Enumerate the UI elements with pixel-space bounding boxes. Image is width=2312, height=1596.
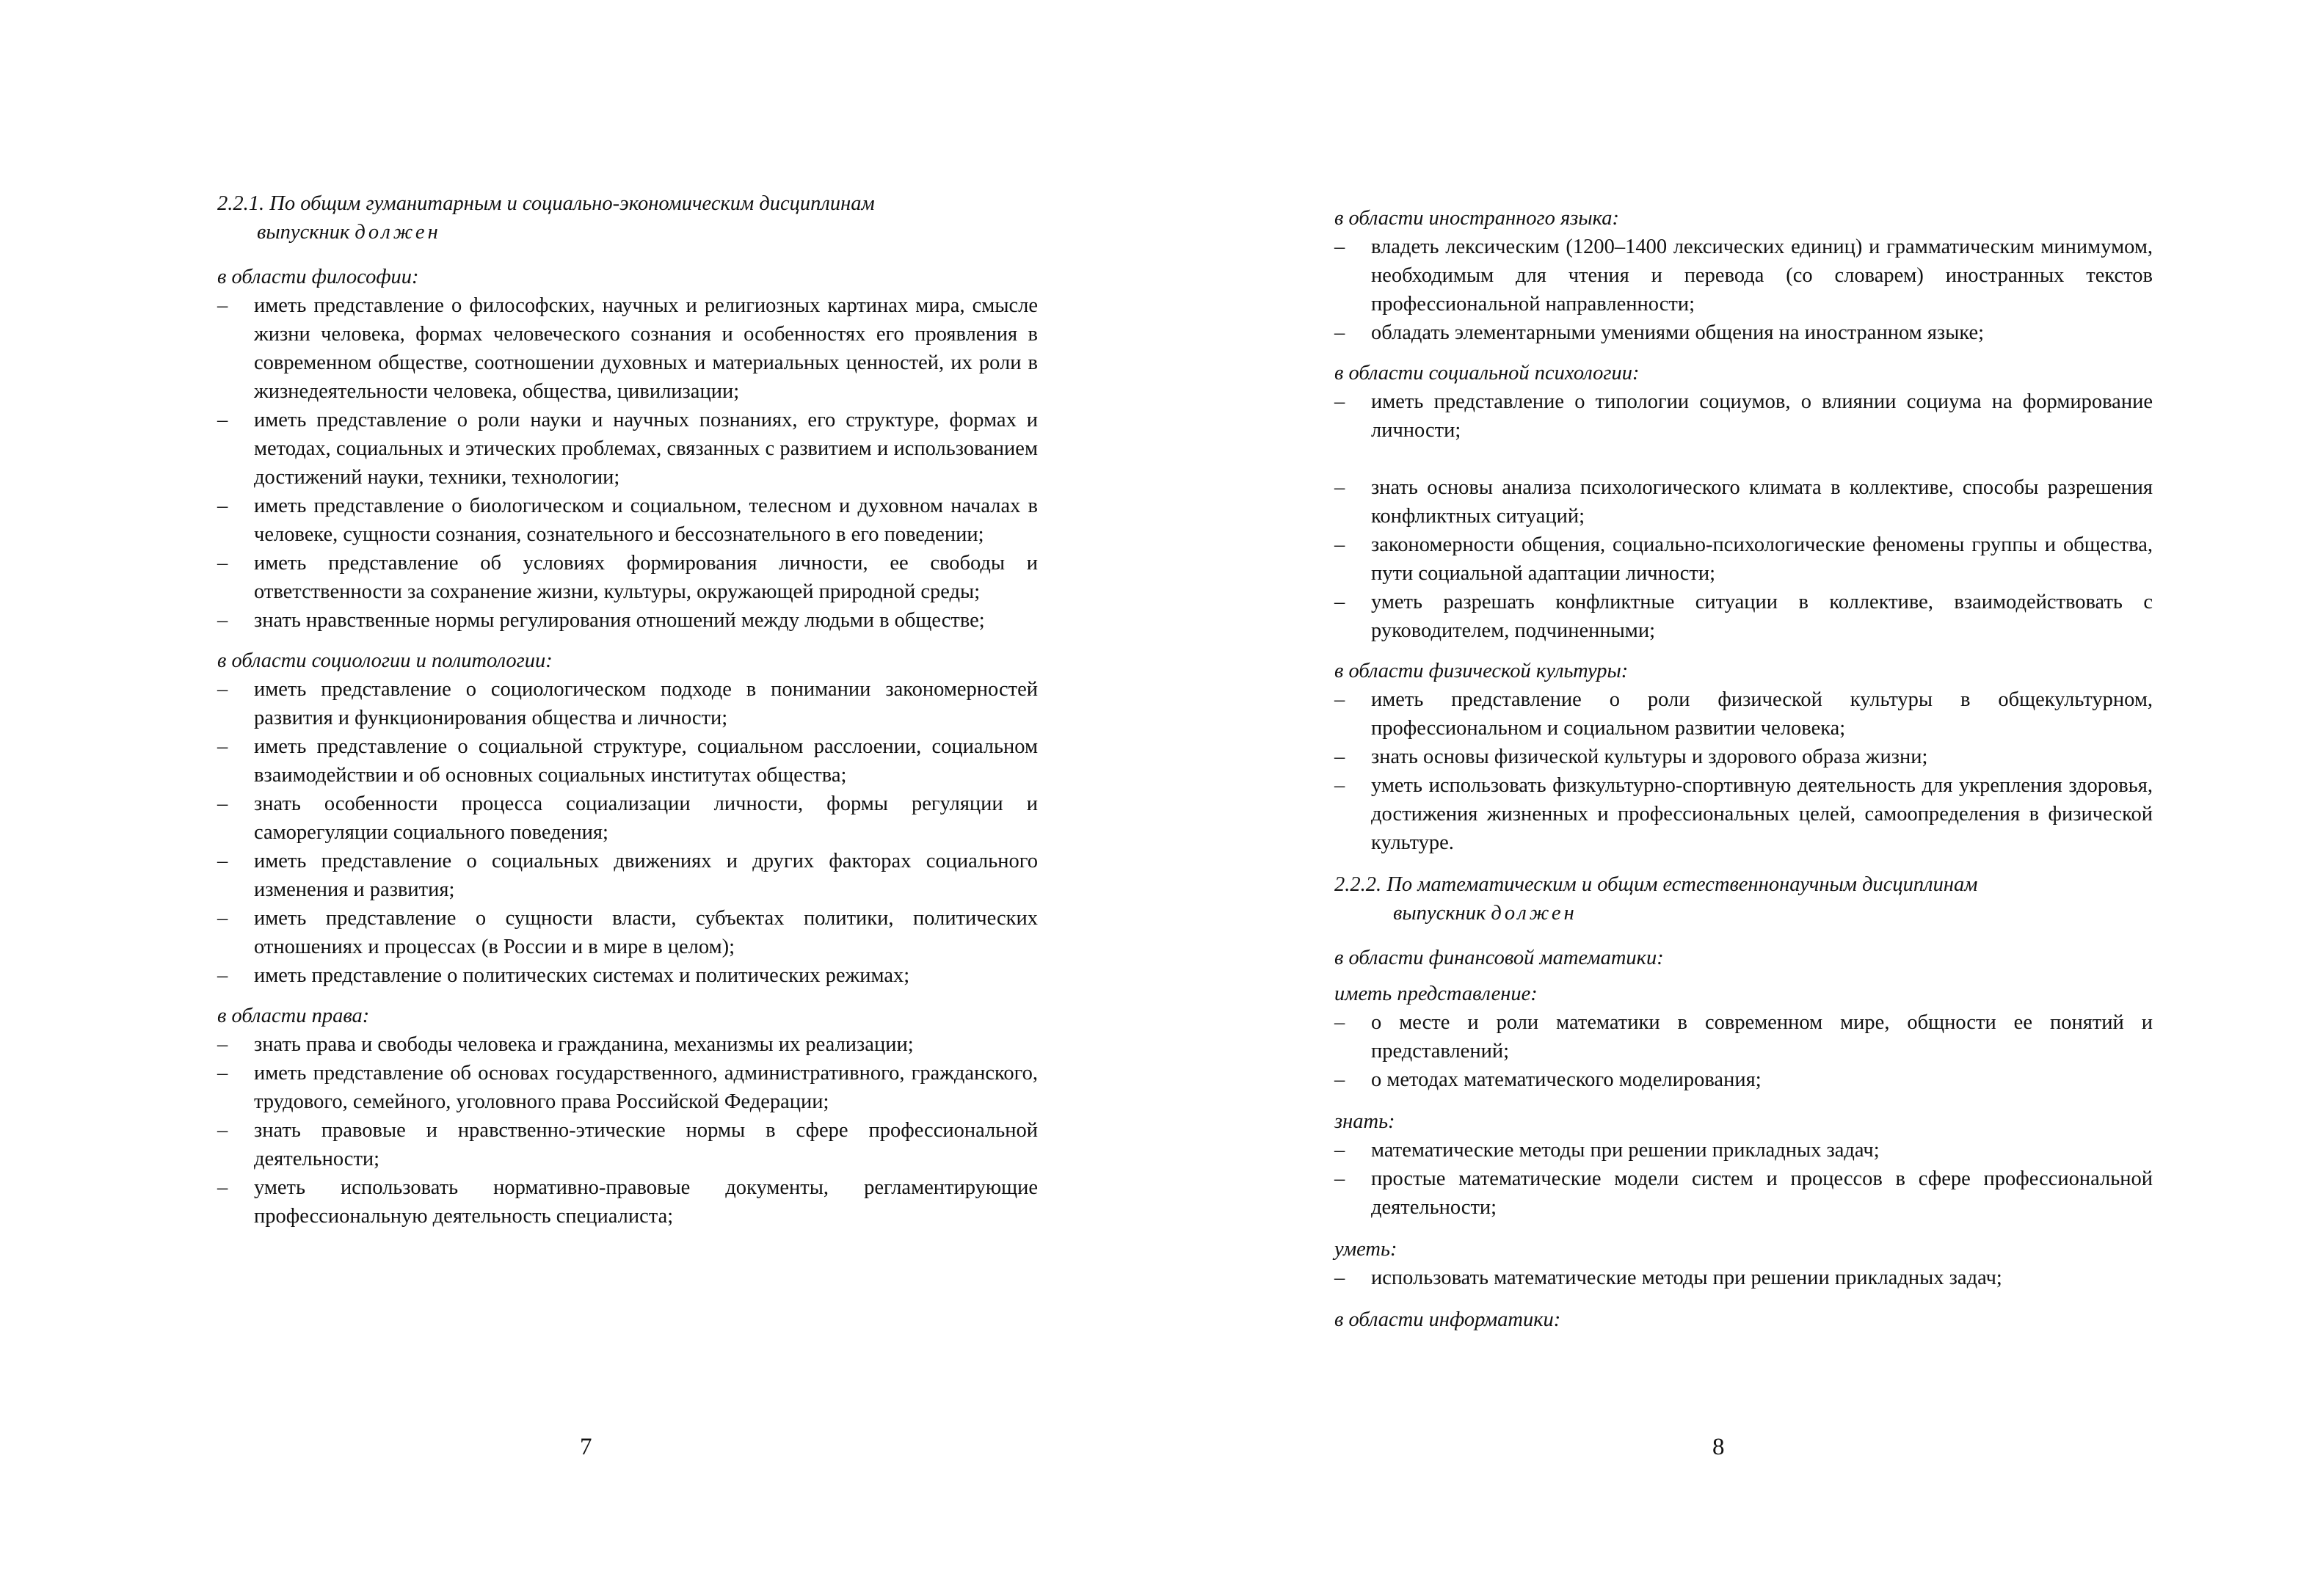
list-item: – использовать математические методы при решении прикладных задач; [1334,1264,2153,1292]
section-title-philosophy: в области философии: [217,266,419,288]
list-item: – знать правовые и нравственно-этические нормы в сфере профессиональной деятельности; [217,1116,1038,1173]
sub-label-be-able: уметь: [1334,1238,1397,1261]
right-page-content [1334,204,2153,1334]
list-item: – иметь представление о роли физической культуры в общекультурном, профессиональном и социальном развитии человека; [1334,685,2153,743]
sub-label-have-idea: иметь представление: [1334,983,1538,1005]
section-title-law: в области права: [217,1005,370,1027]
list-item: – простые математические модели систем и процессов в сфере профессиональной деятельности; [1334,1165,2153,1222]
section-heading-2-2-1 [217,189,1038,247]
list-item: – знать особенности процесса социализации личности, формы регуляции и саморегуляции социального поведения; [217,790,1038,847]
have-idea-list [1334,1008,2153,1094]
list-item: – знать основы физической культуры и здорового образа жизни; [1334,743,2153,771]
law-list [217,1030,1038,1231]
list-item: – иметь представление об основах государственного, административного, гражданского, трудового, семейного, уголовного права Российской Федерации; [217,1059,1038,1116]
list-item: – закономерности общения, социально-психологические феномены группы и общества, пути социальной адаптации личности; [1334,531,2153,588]
list-item: – уметь использовать физкультурно-спортивную деятельность для укрепления здоровья, достижения жизненных и профессиональных целей, самоопределения в физической культуре. [1334,771,2153,857]
list-item: – иметь представление о типологии социумов, о влиянии социума на формирование личности; [1334,387,2153,445]
list-item: – владеть лексическим (1200–1400 лексических единиц) и грамматическим минимумом, необходимым для чтения и перевода (со словарем) иностранных текстов профессиональной направленности; [1334,233,2153,318]
section-title-informatics: в области информатики: [1334,1308,1561,1331]
list-item: – уметь использовать нормативно-правовые документы, регламентирующие профессиональную деятельность специалиста; [217,1173,1038,1231]
list-item: – знать права и свободы человека и гражданина, механизмы их реализации; [217,1030,1038,1059]
list-item: – иметь представление о социологическом подходе в понимании закономерностей развития и функционирования общества и личности; [217,675,1038,732]
heading-prefix: выпускник [1393,902,1491,925]
list-item: – иметь представление о философских, научных и религиозных картинах мира, смысле жизни человека, формах человеческого сознания и особенностях его проявления в современном обществе, соотношении духовных и материальных ценностей, их роли в жизнедеятельности человека, общества, цивилизации; [217,291,1038,406]
list-item: – обладать элементарными умениями общения на иностранном языке; [1334,318,2153,347]
section-title-physical-culture: в области физической культуры: [1334,660,1629,682]
heading-line-2 [217,218,1038,247]
list-item: – иметь представление о роли науки и научных познаниях, его структуре, формах и методах, социальных и этических проблемах, связанных с развитием и использованием достижений науки, техники, технологии; [217,406,1038,492]
be-able-list [1334,1264,2153,1292]
section-title-foreign-language: в области иностранного языка: [1334,207,1620,230]
heading-spaced-word: должен [355,221,441,244]
list-item: – иметь представление о биологическом и социальном, телесном и духовном началах в человеке, сущности сознания, сознательного и бессознательного в его поведении; [217,492,1038,549]
heading-spaced-word: должен [1491,902,1577,925]
heading-line-1: 2.2.1. По общим гуманитарным и социально-экономическим дисциплинам [217,192,875,215]
list-item: – уметь разрешать конфликтные ситуации в коллективе, взаимодействовать с руководителем, подчиненными; [1334,588,2153,645]
heading-prefix: выпускник [257,221,355,244]
list-item: – иметь представление о социальной структуре, социальном расслоении, социальном взаимодействии и об основных социальных институтах общества; [217,732,1038,790]
list-item: – знать нравственные нормы регулирования отношений между людьми в обществе; [217,606,1038,635]
physical-culture-list [1334,685,2153,857]
right-page [1156,0,2312,1596]
page-number: 7 [580,1434,592,1460]
social-psychology-list [1334,387,2153,645]
left-page-content [217,189,1038,1231]
list-item: – иметь представление о сущности власти, субъектах политики, политических отношениях и процессах (в России и в мире в целом); [217,904,1038,961]
list-item: – о месте и роли математики в современном мире, общности ее понятий и представлений; [1334,1008,2153,1065]
list-item: – знать основы анализа психологического климата в коллективе, способы разрешения конфликтных ситуаций; [1334,473,2153,531]
heading-line-2 [1334,899,2153,928]
foreign-language-list [1334,233,2153,347]
section-heading-2-2-2 [1334,870,2153,928]
list-item: – математические методы при решении прикладных задач; [1334,1136,2153,1165]
sociology-list [217,675,1038,990]
know-list [1334,1136,2153,1222]
list-item: – иметь представление о политических системах и политических режимах; [217,961,1038,990]
heading-line-1: 2.2.2. По математическим и общим естественнонаучным дисциплинам [1334,873,1978,896]
list-item: – иметь представление о социальных движениях и других факторах социального изменения и развития; [217,847,1038,904]
page-number: 8 [1712,1434,1725,1460]
section-title-social-psychology: в области социальной психологии: [1334,362,1640,385]
list-item: – о методах математического моделирования; [1334,1065,2153,1094]
sub-label-know: знать: [1334,1110,1395,1133]
section-title-financial-math: в области финансовой математики: [1334,947,1664,969]
philosophy-list [217,291,1038,635]
list-item: – иметь представление об условиях формирования личности, ее свободы и ответственности за сохранение жизни, культуры, окружающей природной среды; [217,549,1038,606]
section-title-sociology: в области социологии и политологии: [217,649,553,672]
